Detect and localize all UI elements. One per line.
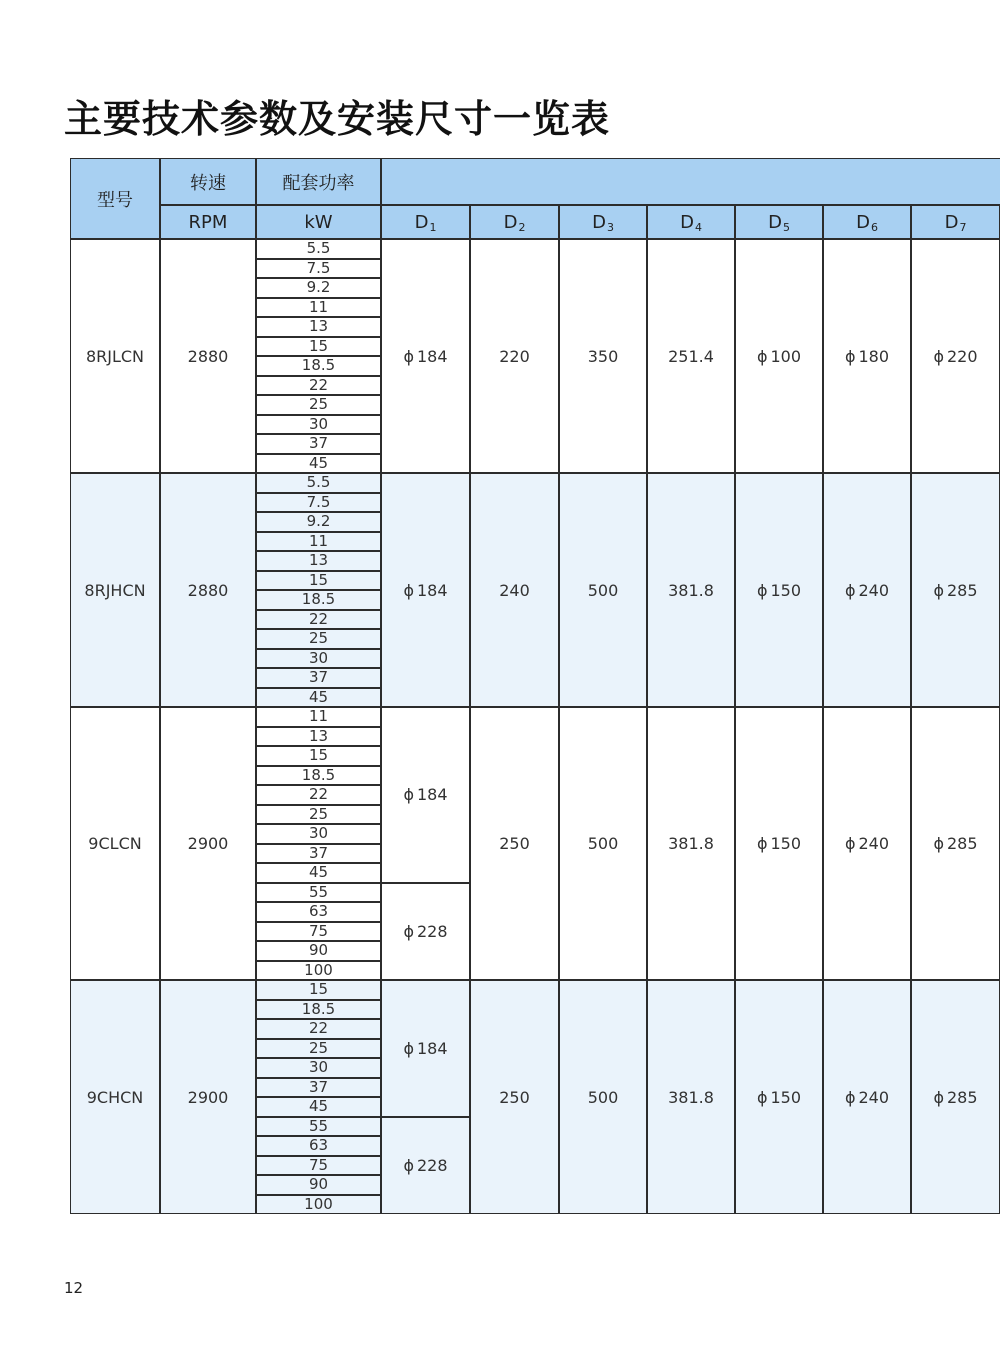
diameter-symbol: ϕ (933, 834, 944, 853)
power-cell: 75 (256, 1156, 381, 1176)
rpm-cell: 2880 (160, 239, 256, 473)
power-cell: 37 (256, 668, 381, 688)
cell-value: 184 (417, 1038, 448, 1058)
d6-cell (823, 707, 911, 980)
dim-letter: D (768, 211, 782, 233)
power-cell: 30 (256, 649, 381, 669)
header-dim-1 (381, 205, 470, 239)
dim-subscript: 4 (694, 220, 702, 234)
power-cell: 11 (256, 532, 381, 552)
dim-subscript: 3 (606, 220, 614, 234)
dim-letter: D (592, 211, 606, 233)
d4-cell: 381.8 (647, 473, 735, 707)
d1-cell (381, 473, 470, 707)
diameter-symbol: ϕ (403, 1038, 414, 1058)
power-cell: 25 (256, 629, 381, 649)
power-cell: 15 (256, 980, 381, 1000)
d7-cell (911, 707, 1000, 980)
power-cell: 22 (256, 610, 381, 630)
power-cell: 5.5 (256, 473, 381, 493)
d2-cell: 240 (470, 473, 559, 707)
header-dim-3 (559, 205, 647, 239)
power-cell: 63 (256, 1136, 381, 1156)
cell-value: 150 (770, 1087, 802, 1107)
cell-value: 285 (947, 1087, 978, 1107)
power-cell: 30 (256, 415, 381, 435)
dim-subscript: 7 (959, 220, 967, 234)
model-cell: 8RJHCN (70, 473, 160, 707)
d6-cell (823, 473, 911, 707)
header-dimension-band (381, 158, 1000, 205)
d5-cell (735, 980, 823, 1214)
d5-cell (735, 707, 823, 980)
diameter-symbol: ϕ (933, 1087, 944, 1107)
power-cell: 30 (256, 824, 381, 844)
cell-value: 228 (417, 921, 448, 941)
cell-value: 220 (947, 346, 978, 366)
power-cell: 22 (256, 1019, 381, 1039)
power-cell: 11 (256, 707, 381, 727)
d1-cell (381, 239, 470, 473)
power-cell: 25 (256, 1039, 381, 1059)
diameter-symbol: ϕ (756, 1087, 768, 1107)
cell-value: 228 (417, 1155, 448, 1175)
header-speed-unit: RPM (160, 205, 256, 239)
d1-cell (381, 980, 470, 1117)
diameter-symbol: ϕ (844, 1087, 856, 1107)
power-cell: 18.5 (256, 356, 381, 376)
header-dim-6 (823, 205, 911, 239)
d3-cell: 500 (559, 980, 647, 1214)
cell-value: 184 (417, 346, 448, 366)
cell-value: 240 (858, 580, 890, 600)
power-cell: 9.2 (256, 278, 381, 298)
power-cell: 22 (256, 376, 381, 396)
power-cell: 45 (256, 688, 381, 708)
diameter-symbol: ϕ (403, 1155, 414, 1175)
power-cell: 100 (256, 1195, 381, 1215)
cell-value: 150 (770, 580, 802, 600)
diameter-symbol: ϕ (844, 346, 856, 366)
d6-cell (823, 239, 911, 473)
d2-cell: 220 (470, 239, 559, 473)
power-cell: 13 (256, 727, 381, 747)
d3-cell: 500 (559, 707, 647, 980)
d1-cell (381, 707, 470, 883)
power-cell: 22 (256, 785, 381, 805)
rpm-cell: 2880 (160, 473, 256, 707)
dim-subscript: 6 (870, 220, 878, 234)
diameter-symbol: ϕ (756, 346, 768, 366)
d1-cell (381, 883, 470, 981)
power-cell: 37 (256, 434, 381, 454)
cell-value: 184 (417, 785, 448, 805)
header-dim-4 (647, 205, 735, 239)
power-cell: 11 (256, 298, 381, 318)
power-cell: 18.5 (256, 766, 381, 786)
d3-cell: 350 (559, 239, 647, 473)
d4-cell: 251.4 (647, 239, 735, 473)
power-cell: 18.5 (256, 590, 381, 610)
power-cell: 37 (256, 1078, 381, 1098)
model-cell: 8RJLCN (70, 239, 160, 473)
diameter-symbol: ϕ (933, 346, 944, 366)
diameter-symbol: ϕ (844, 580, 856, 600)
page-title: 主要技术参数及安装尺寸一览表 (64, 97, 611, 141)
power-cell: 90 (256, 941, 381, 961)
cell-value: 184 (417, 580, 448, 600)
model-cell: 9CHCN (70, 980, 160, 1214)
d5-cell (735, 239, 823, 473)
power-cell: 13 (256, 551, 381, 571)
dim-letter: D (856, 211, 870, 233)
rpm-cell: 2900 (160, 980, 256, 1214)
header-speed: 转速 (160, 158, 256, 205)
diameter-symbol: ϕ (756, 580, 768, 600)
header-power: 配套功率 (256, 158, 381, 205)
dim-letter: D (503, 211, 518, 233)
rpm-cell: 2900 (160, 707, 256, 980)
power-cell: 45 (256, 454, 381, 474)
power-cell: 5.5 (256, 239, 381, 259)
d6-cell (823, 980, 911, 1214)
diameter-symbol: ϕ (403, 921, 414, 941)
power-cell: 30 (256, 1058, 381, 1078)
cell-value: 240 (858, 1087, 890, 1107)
dim-letter: D (944, 211, 959, 233)
cell-value: 150 (770, 834, 802, 853)
power-cell: 7.5 (256, 493, 381, 513)
cell-value: 285 (947, 580, 978, 600)
diameter-symbol: ϕ (756, 834, 768, 853)
dim-letter: D (680, 211, 694, 233)
d2-cell: 250 (470, 980, 559, 1214)
power-cell: 75 (256, 922, 381, 942)
header-dim-7 (911, 205, 1000, 239)
power-cell: 55 (256, 883, 381, 903)
header-power-unit: kW (256, 205, 381, 239)
header-dim-2 (470, 205, 559, 239)
power-cell: 13 (256, 317, 381, 337)
dim-subscript: 2 (518, 220, 526, 234)
dim-subscript: 5 (782, 220, 790, 234)
power-cell: 63 (256, 902, 381, 922)
d2-cell: 250 (470, 707, 559, 980)
power-cell: 7.5 (256, 259, 381, 279)
power-cell: 15 (256, 571, 381, 591)
d7-cell (911, 239, 1000, 473)
d5-cell (735, 473, 823, 707)
power-cell: 100 (256, 961, 381, 981)
cell-value: 180 (858, 346, 890, 366)
dim-subscript: 1 (429, 220, 437, 234)
d1-cell (381, 1117, 470, 1215)
diameter-symbol: ϕ (933, 580, 944, 600)
power-cell: 55 (256, 1117, 381, 1137)
d4-cell: 381.8 (647, 980, 735, 1214)
cell-value: 285 (947, 834, 978, 853)
power-cell: 15 (256, 337, 381, 357)
d4-cell: 381.8 (647, 707, 735, 980)
power-cell: 37 (256, 844, 381, 864)
header-dim-5 (735, 205, 823, 239)
power-cell: 25 (256, 805, 381, 825)
cell-value: 240 (858, 834, 890, 853)
cell-value: 100 (770, 346, 802, 366)
diameter-symbol: ϕ (403, 785, 414, 805)
model-cell: 9CLCN (70, 707, 160, 980)
diameter-symbol: ϕ (844, 834, 856, 853)
power-cell: 45 (256, 863, 381, 883)
d7-cell (911, 980, 1000, 1214)
power-cell: 18.5 (256, 1000, 381, 1020)
diameter-symbol: ϕ (403, 580, 414, 600)
diameter-symbol: ϕ (403, 346, 414, 366)
power-cell: 25 (256, 395, 381, 415)
dim-letter: D (414, 211, 429, 233)
power-cell: 15 (256, 746, 381, 766)
power-cell: 9.2 (256, 512, 381, 532)
page-number: 12 (64, 1279, 84, 1297)
d7-cell (911, 473, 1000, 707)
power-cell: 90 (256, 1175, 381, 1195)
d3-cell: 500 (559, 473, 647, 707)
power-cell: 45 (256, 1097, 381, 1117)
header-model: 型号 (70, 158, 160, 239)
